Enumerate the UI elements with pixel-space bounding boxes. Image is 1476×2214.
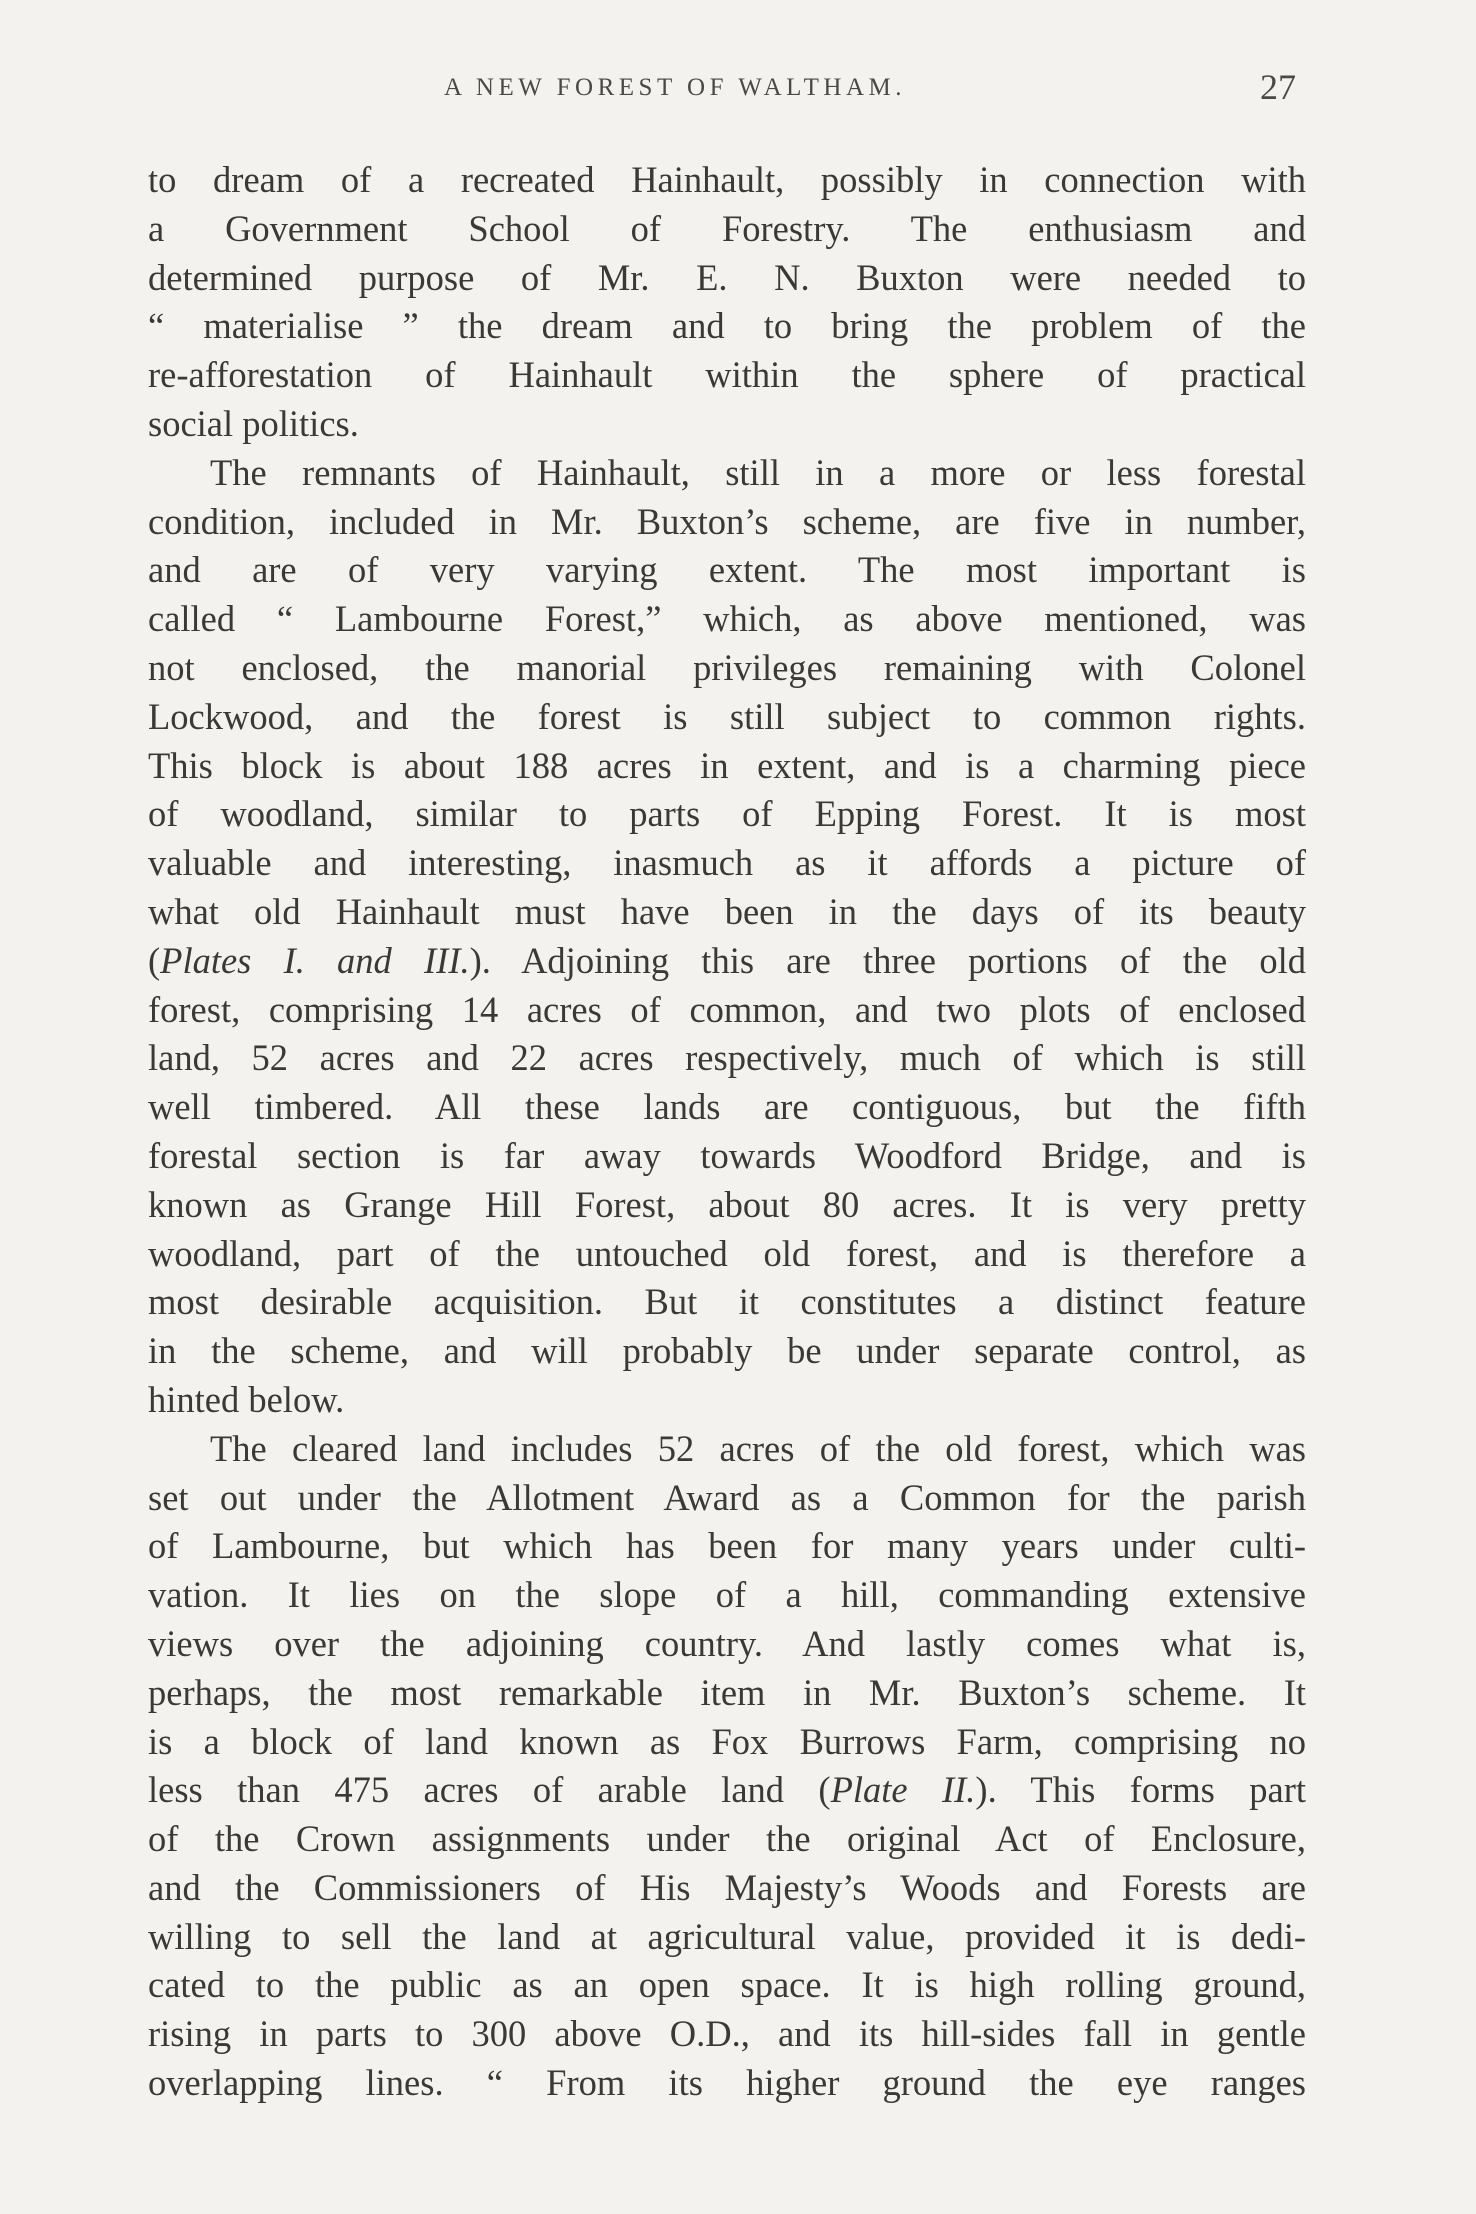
text-line: forest, comprising 14 acres of common, and two plots of enclosed xyxy=(148,988,1306,1030)
text-line: less than 475 acres of arable land (Plate II.). This forms part xyxy=(148,1769,1306,1811)
text-line: land, 52 acres and 22 acres respectively, much of which is still xyxy=(148,1037,1306,1079)
text-line: re-afforestation of Hainhault within the sphere of practical xyxy=(148,354,1306,396)
text-line: not enclosed, the manorial privileges remaining with Colonel xyxy=(148,646,1306,688)
plate-reference: Plate II. xyxy=(830,1769,976,1811)
text-line: perhaps, the most remarkable item in Mr. Buxton’s scheme. It xyxy=(148,1671,1306,1713)
text-line: well timbered. All these lands are contiguous, but the fifth xyxy=(148,1086,1306,1128)
text-line: (Plates I. and III.). Adjoining this are three portions of the old xyxy=(148,939,1306,981)
text-line: determined purpose of Mr. E. N. Buxton were needed to xyxy=(148,256,1306,298)
text-line: of woodland, similar to parts of Epping Forest. It is most xyxy=(148,793,1306,835)
text-line: what old Hainhault must have been in the days of its beauty xyxy=(148,890,1306,932)
text-line: to dream of a recreated Hainhault, possibly in connection with xyxy=(148,159,1306,200)
text-line: overlapping lines. “ From its higher ground the eye ranges xyxy=(148,2062,1306,2104)
text-line: social politics. xyxy=(148,402,359,444)
text-line: most desirable acquisition. But it constitutes a distinct feature xyxy=(148,1281,1306,1323)
text-line: a Government School of Forestry. The enthusiasm and xyxy=(148,207,1306,249)
text-line: The remnants of Hainhault, still in a more or less forestal xyxy=(210,451,1306,493)
text-line: known as Grange Hill Forest, about 80 acres. It is very pretty xyxy=(148,1183,1306,1225)
text-line: willing to sell the land at agricultural value, provided it is dedi- xyxy=(148,1915,1306,1957)
plate-reference: Plates I. and III. xyxy=(160,939,470,981)
text-line: in the scheme, and will probably be under separate control, as xyxy=(148,1330,1306,1372)
text-line: vation. It lies on the slope of a hill, commanding extensive xyxy=(148,1574,1306,1616)
text-line: condition, included in Mr. Buxton’s scheme, are five in number, xyxy=(148,500,1306,542)
text-line: This block is about 188 acres in extent, and is a charming piece xyxy=(148,744,1306,786)
text-line: forestal section is far away towards Woodford Bridge, and is xyxy=(148,1134,1306,1176)
text-line: woodland, part of the untouched old forest, and is therefore a xyxy=(148,1232,1306,1274)
text-line: The cleared land includes 52 acres of the old forest, which was xyxy=(210,1427,1306,1469)
text-line: views over the adjoining country. And lastly comes what is, xyxy=(148,1622,1306,1664)
text-line: cated to the public as an open space. It is high rolling ground, xyxy=(148,1964,1306,2006)
text-line: set out under the Allotment Award as a Common for the parish xyxy=(148,1476,1306,1518)
text-line: Lockwood, and the forest is still subject to common rights. xyxy=(148,695,1306,737)
text-line: “ materialise ” the dream and to bring the problem of the xyxy=(148,305,1306,347)
text-line: valuable and interesting, inasmuch as it affords a picture of xyxy=(148,842,1306,884)
text-line: and are of very varying extent. The most important is xyxy=(148,549,1306,591)
text-line: called “ Lambourne Forest,” which, as above mentioned, was xyxy=(148,598,1306,640)
text-line: of Lambourne, but which has been for many years under culti- xyxy=(148,1525,1306,1567)
text-line: and the Commissioners of His Majesty’s Woods and Forests are xyxy=(148,1866,1306,1908)
text-line: of the Crown assignments under the original Act of Enclosure, xyxy=(148,1818,1306,1860)
page-number: 27 xyxy=(1260,67,1296,107)
body-text xyxy=(148,156,1306,2108)
text-line: is a block of land known as Fox Burrows Farm, comprising no xyxy=(148,1720,1306,1762)
running-title: A NEW FOREST OF WALTHAM. xyxy=(444,74,906,101)
text-line: rising in parts to 300 above O.D., and its hill-sides fall in gentle xyxy=(148,2013,1306,2055)
text-line: hinted below. xyxy=(148,1378,345,1420)
